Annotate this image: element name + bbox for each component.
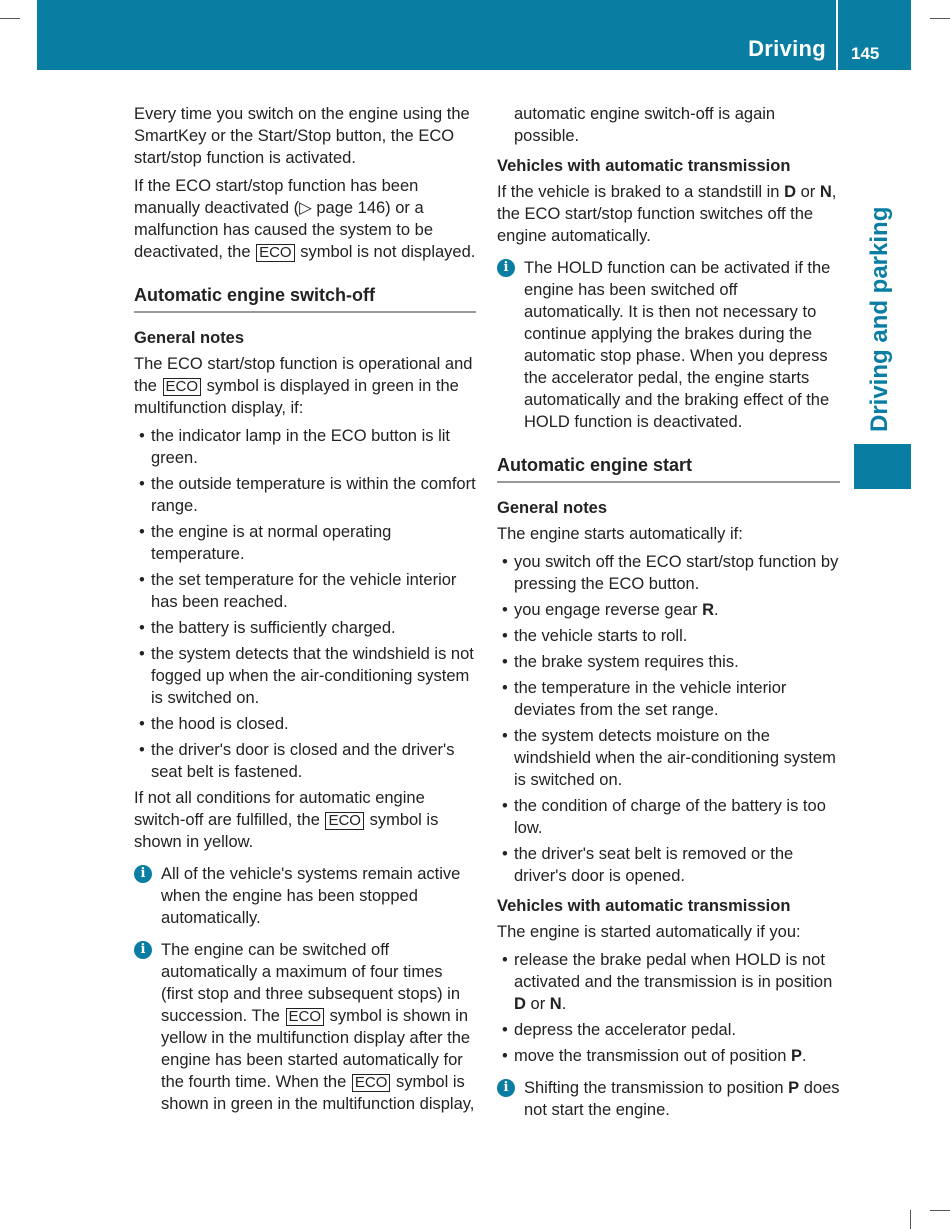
section-heading: Automatic engine start: [497, 453, 840, 483]
list-item: • the system detects that the windshield is not fogged up when the air-conditioning system is switched on.: [134, 643, 476, 709]
section-heading: Automatic engine switch-off: [134, 283, 476, 313]
list-item: • the set temperature for the vehicle interior has been reached.: [134, 569, 476, 613]
auto-start-list: [497, 949, 840, 1067]
paragraph: If the vehicle is braked to a standstill in D or N, the ECO start/stop function switches off the engine automatically.: [497, 183, 837, 245]
header-divider: [836, 0, 838, 70]
side-tab-label: Driving and parking: [866, 206, 893, 432]
list-item: • the battery is sufficiently charged.: [134, 617, 476, 639]
subheading: Vehicles with automatic transmission: [497, 157, 791, 175]
subheading: General notes: [134, 329, 245, 347]
paragraph: The ECO start/stop function is operational and the ECO symbol is displayed in green in the multifunction display, if:: [134, 355, 473, 417]
right-column: [497, 103, 840, 1131]
list-item: • release the brake pedal when HOLD is not activated and the transmission is in position D or N.: [497, 949, 840, 1015]
left-column: [134, 103, 476, 1125]
list-item: • the temperature in the vehicle interior deviates from the set range.: [497, 677, 840, 721]
section-title: Driving: [748, 36, 826, 61]
list-item: • the outside temperature is within the comfort range.: [134, 473, 476, 517]
paragraph: If not all conditions for automatic engine switch-off are fulfilled, the ECO symbol is shown in yellow.: [134, 789, 439, 851]
list-item: • you engage reverse gear R.: [497, 599, 840, 621]
list-item: • the system detects moisture on the windshield when the air-conditioning system is switched on.: [497, 725, 840, 791]
list-item: • the hood is closed.: [134, 713, 476, 735]
list-item: • the driver's seat belt is removed or the driver's door is opened.: [497, 843, 840, 887]
crop-mark: [930, 1210, 950, 1211]
paragraph: The engine starts automatically if:: [497, 525, 743, 543]
list-item: • the vehicle starts to roll.: [497, 625, 840, 647]
subheading: Vehicles with automatic transmission: [497, 897, 791, 915]
info-note: i All of the vehicle's systems remain active when the engine has been stopped automatically.: [134, 863, 476, 929]
eco-symbol-icon: ECO: [256, 244, 295, 262]
eco-symbol-icon: ECO: [286, 1008, 325, 1026]
subheading: General notes: [497, 499, 608, 517]
crop-mark: [910, 1210, 911, 1229]
info-note: i Shifting the transmission to position P does not start the engine.: [497, 1077, 840, 1121]
eco-symbol-icon: ECO: [325, 812, 364, 830]
paragraph: The engine is started automatically if you:: [497, 923, 801, 941]
page-number: 145: [851, 44, 880, 63]
condition-list: [134, 425, 476, 783]
info-note: i The engine can be switched off automatically a maximum of four times (first stop and three subsequent stops) in succession. The ECO symbol is shown in yellow in the multifunction display after the engine has been started automatically for the fourth time. When the ECO symbol is shown in green in the multifunction display,: [134, 939, 476, 1115]
eco-symbol-icon: ECO: [163, 378, 202, 396]
crop-mark: [0, 18, 20, 19]
paragraph: Every time you switch on the engine using the SmartKey or the Start/Stop button, the ECO start/stop function is activated.: [134, 105, 470, 167]
paragraph-continued: automatic engine switch-off is again possible.: [514, 105, 776, 145]
list-item: • you switch off the ECO start/stop function by pressing the ECO button.: [497, 551, 840, 595]
crop-mark: [930, 18, 950, 19]
list-item: • the condition of charge of the battery is too low.: [497, 795, 840, 839]
eco-symbol-icon: ECO: [352, 1074, 391, 1092]
info-note: i The HOLD function can be activated if the engine has been switched off automatically. It is then not necessary to continue applying the brakes during the automatic stop phase. When you depress the accelerator pedal, the engine starts automatically and the braking effect of the HOLD function is deactivated.: [497, 257, 840, 433]
start-condition-list: [497, 551, 840, 887]
list-item: • move the transmission out of position P.: [497, 1045, 840, 1067]
list-item: • the indicator lamp in the ECO button is lit green.: [134, 425, 476, 469]
paragraph: If the ECO start/stop function has been manually deactivated (▷ page 146) or a malfunction has caused the system to be deactivated, the ECO symbol is not displayed.: [134, 177, 476, 261]
list-item: • the engine is at normal operating temperature.: [134, 521, 476, 565]
list-item: • the brake system requires this.: [497, 651, 840, 673]
list-item: • depress the accelerator pedal.: [497, 1019, 840, 1041]
info-icon: i: [497, 259, 515, 277]
info-icon: i: [134, 865, 152, 883]
info-icon: i: [497, 1079, 515, 1097]
info-icon: i: [134, 941, 152, 959]
side-tab-block: [854, 444, 911, 489]
list-item: • the driver's door is closed and the driver's seat belt is fastened.: [134, 739, 476, 783]
